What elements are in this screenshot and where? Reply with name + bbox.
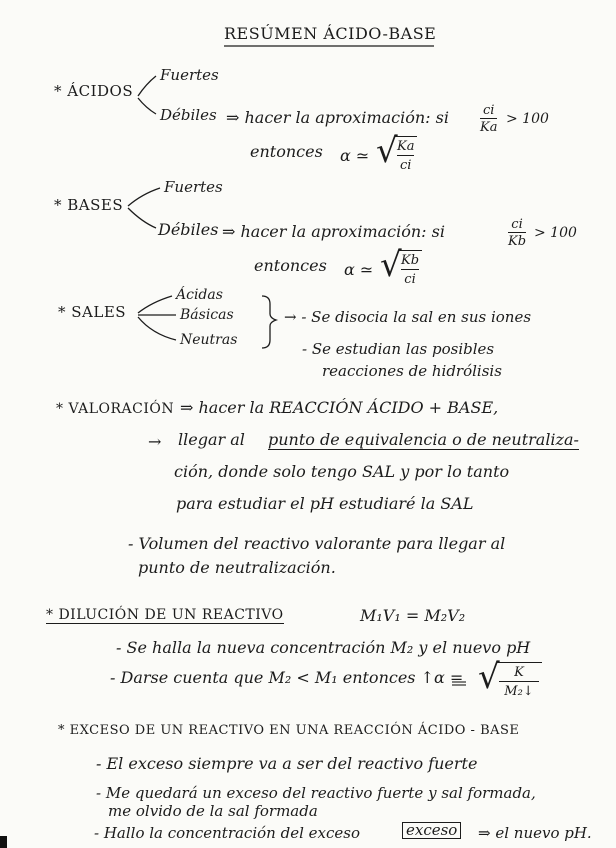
acidos-label: * ÁCIDOS xyxy=(54,82,134,100)
valoracion-line-2a: llegar al xyxy=(178,430,245,449)
sales-line-3: reacciones de hidrólisis xyxy=(322,362,502,380)
valoracion-line-6: punto de neutralización. xyxy=(138,558,336,577)
page-title: RESÚMEN ÁCIDO-BASE xyxy=(224,24,437,43)
bases-debiles: Débiles xyxy=(158,220,219,239)
dilucion-line-2: - Darse cuenta que M₂ < M₁ entonces ↑α = xyxy=(110,668,464,687)
sales-line-1: → - Se disocia la sal en sus iones xyxy=(284,308,532,326)
exceso-line-3: me olvido de la sal formada xyxy=(108,802,318,820)
exceso-line-1: - El exceso siempre va a ser del reactivo fuerte xyxy=(96,754,478,773)
acidos-sqrt-den: ci xyxy=(400,158,412,173)
acidos-alpha: α ≃ xyxy=(340,146,370,165)
acidos-ratio-cmp: > 100 xyxy=(506,111,549,127)
scan-edge-mark xyxy=(0,836,7,848)
acidos-ratio-den: Ka xyxy=(480,120,498,135)
valoracion-line-4: para estudiar el pH estudiaré la SAL xyxy=(176,494,474,513)
dilucion-sqrt: √ $\frac{K}{\text{M₂↓}}$ xyxy=(478,662,558,708)
bases-sqrt: √ $\frac{Kb}{ci}$ xyxy=(380,250,432,294)
dilucion-sqrt-num: K xyxy=(499,666,539,682)
bases-label: * BASES xyxy=(54,196,124,214)
acidos-fuertes: Fuertes xyxy=(160,66,219,84)
bases-aprox-text: ⇒ hacer la aproximación: si xyxy=(222,222,445,241)
acidos-sqrt: √ $\frac{Ka}{ci}$ xyxy=(376,136,428,180)
bases-ratio-den: Kb xyxy=(508,234,527,249)
exceso-line-2: - Me quedará un exceso del reactivo fuerte y sal formada, xyxy=(96,784,536,802)
exceso-line-4b: ⇒ el nuevo pH. xyxy=(478,824,592,842)
bases-ratio-num: ci xyxy=(508,218,526,233)
acidos-ratio xyxy=(480,104,497,134)
exceso-box: exceso xyxy=(402,822,461,839)
bases-ratio-cmp: > 100 xyxy=(534,225,577,241)
exceso-line-4a: - Hallo la concentración del exceso xyxy=(94,824,360,842)
acidos-aprox-text: ⇒ hacer la aproximación: si xyxy=(226,108,449,127)
bases-fuertes: Fuertes xyxy=(164,178,223,196)
sales-line-2: - Se estudian las posibles xyxy=(302,340,495,358)
acidos-sqrt-num: Ka xyxy=(397,139,415,154)
dilucion-label: * DILUCIÓN DE UN REACTIVO xyxy=(46,607,284,623)
sales-label: * SALES xyxy=(58,303,127,321)
acidos-entonces: entonces xyxy=(250,142,323,161)
valoracion-line-5: - Volumen del reactivo valorante para llegar al xyxy=(128,534,506,553)
valoracion-line-1: ⇒ hacer la REACCIÓN ÁCIDO + BASE, xyxy=(180,398,499,417)
exceso-label: * EXCESO DE UN REACTIVO EN UNA REACCIÓN ÁCIDO - BASE xyxy=(58,723,520,738)
bases-alpha: α ≃ xyxy=(344,260,374,279)
acidos-debiles: Débiles xyxy=(160,106,217,124)
bases-sqrt-den: ci xyxy=(404,272,416,287)
valoracion-line-2b: punto de equivalencia o de neutraliza- xyxy=(268,430,579,449)
sales-basicas: Básicas xyxy=(180,307,234,323)
sales-neutras: Neutras xyxy=(180,332,238,348)
valoracion-label: * VALORACIÓN xyxy=(56,401,175,417)
dilucion-line-1: - Se halla la nueva concentración M₂ y el nuevo pH xyxy=(116,638,531,657)
bases-entonces: entonces xyxy=(254,256,327,275)
valoracion-arrow: → xyxy=(148,432,162,451)
valoracion-line-3: ción, donde solo tengo SAL y por lo tanto xyxy=(174,462,510,481)
bases-ratio xyxy=(508,218,526,248)
sales-acidas: Ácidas xyxy=(176,287,223,303)
dilucion-formula: M₁V₁ = M₂V₂ xyxy=(360,606,466,625)
bases-sqrt-num: Kb xyxy=(401,253,420,268)
dilucion-sqrt-den: M₂↓ xyxy=(504,684,534,699)
acidos-ratio-num: ci xyxy=(480,104,497,119)
